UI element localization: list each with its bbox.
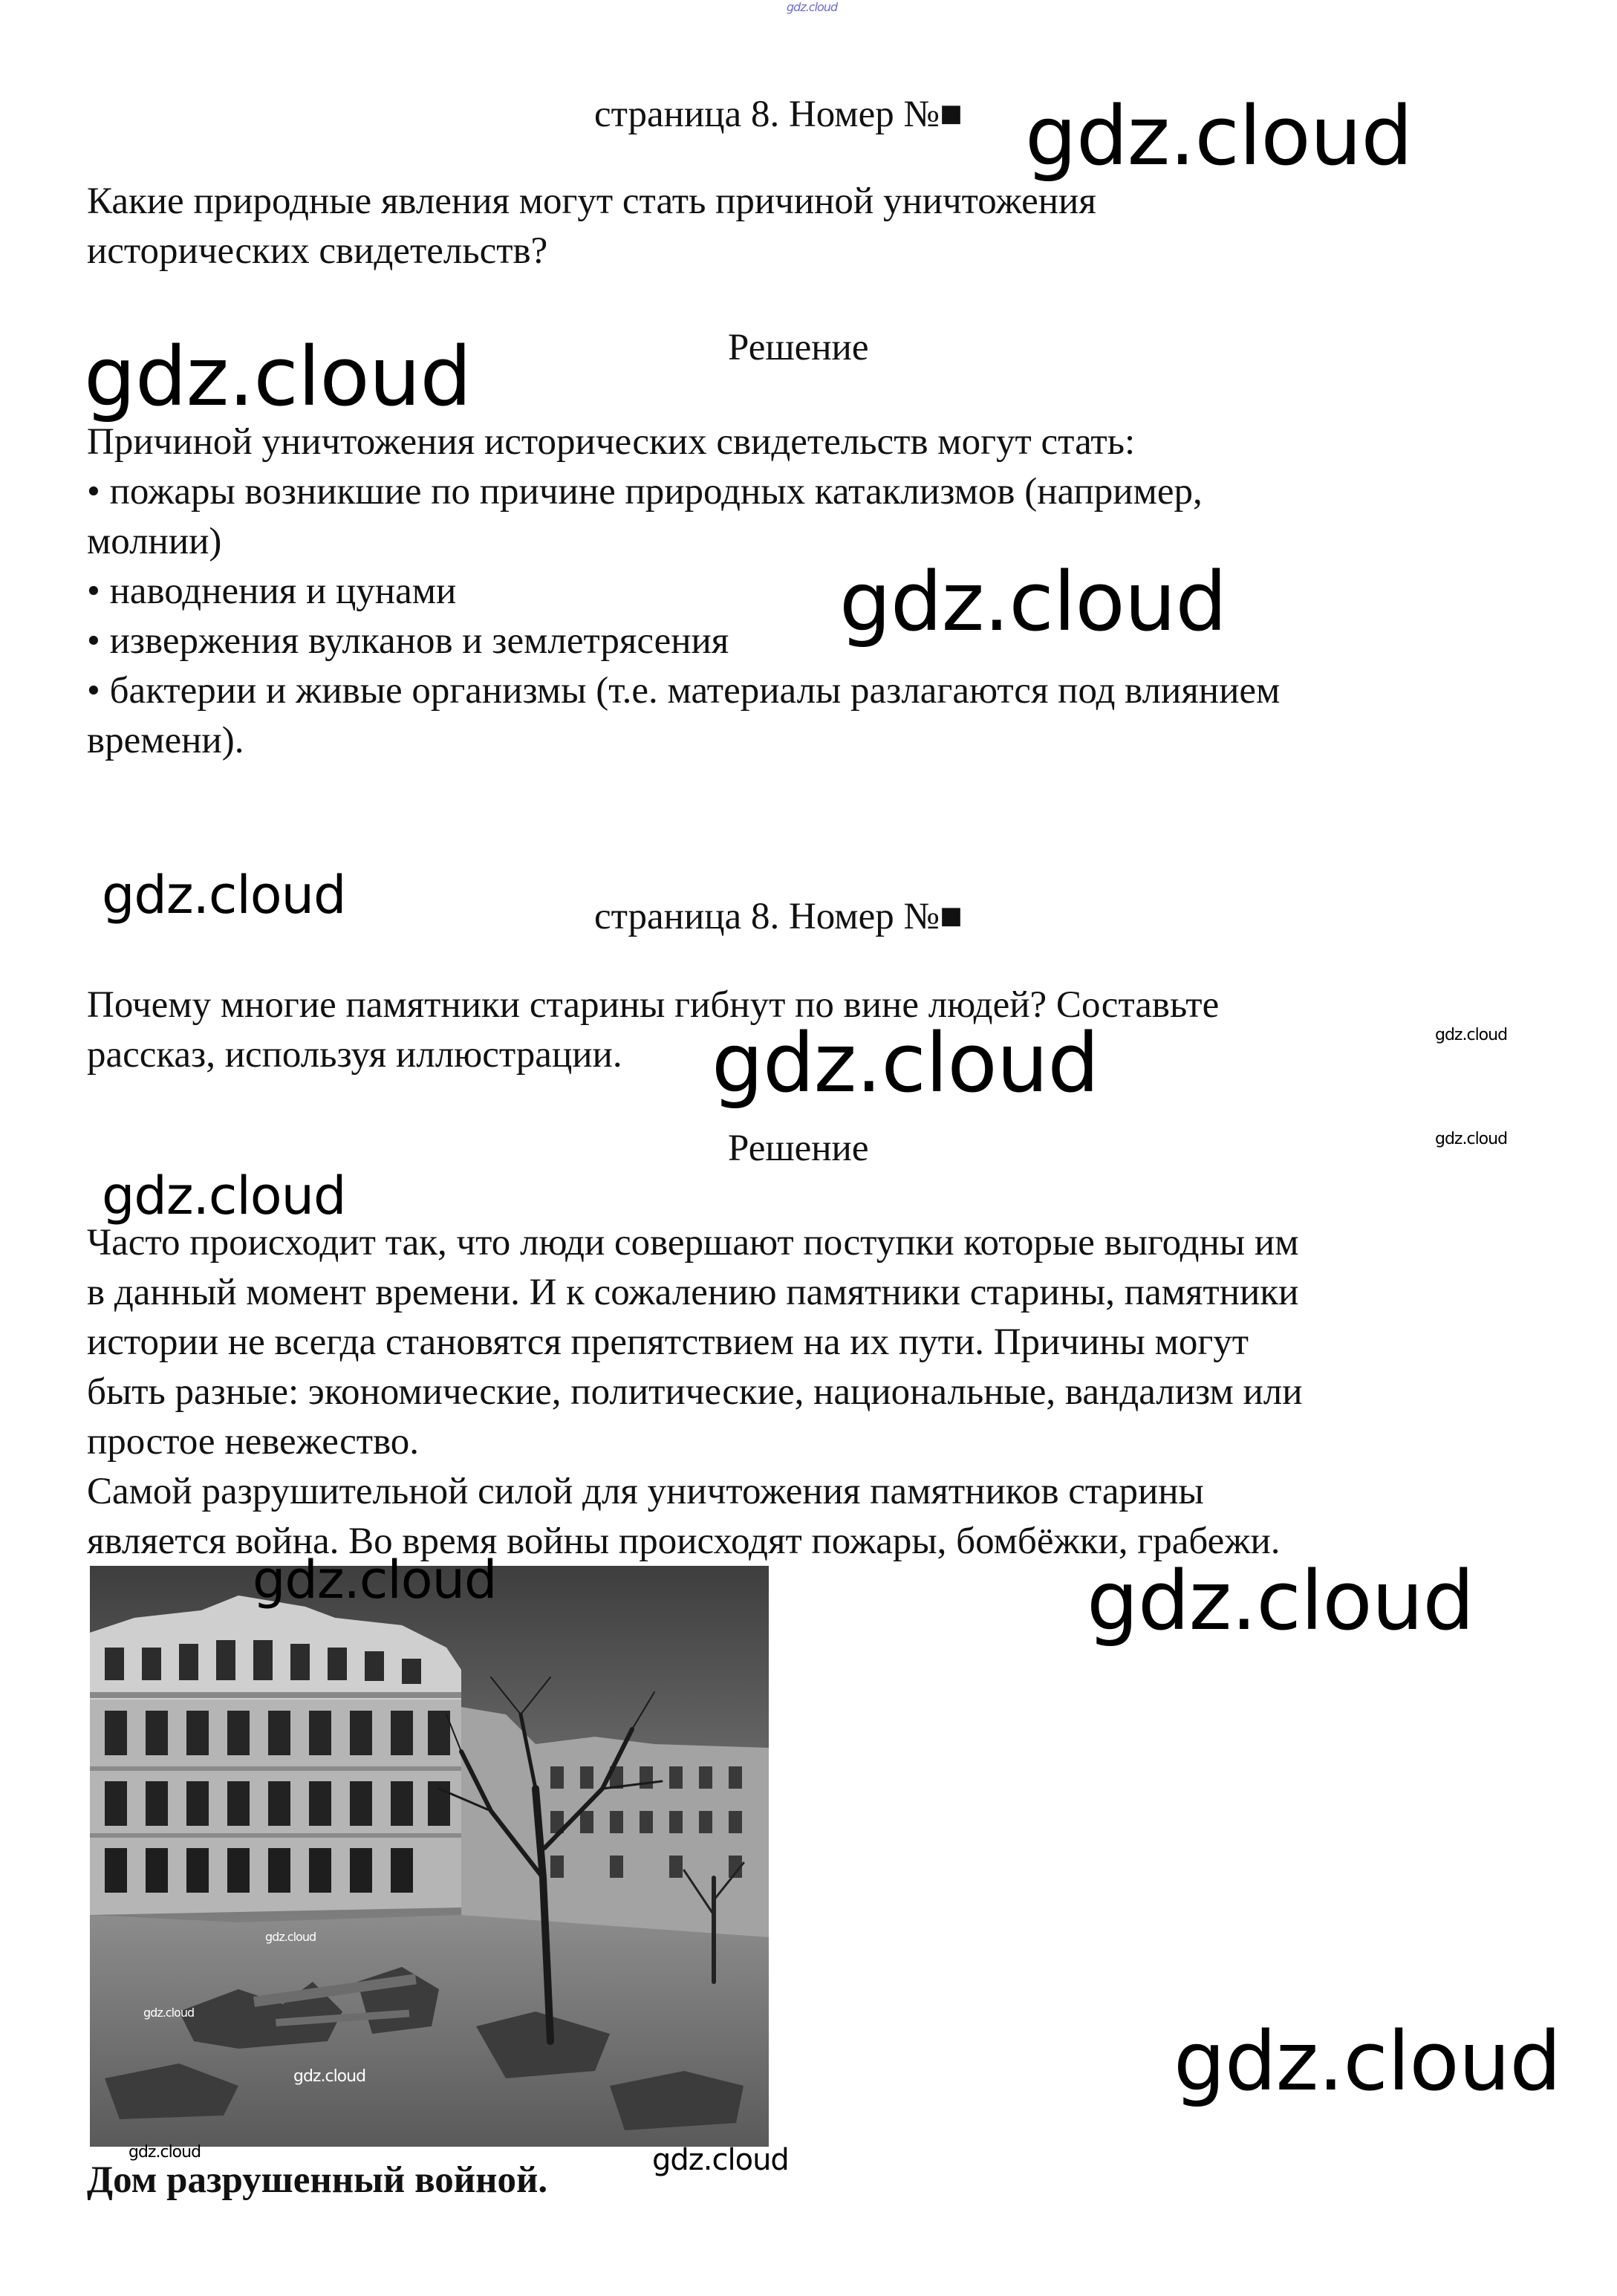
- answer-line: Причиной уничтожения исторических свидетельств могут стать:: [87, 421, 1136, 463]
- task1-answer: [87, 417, 1543, 766]
- answer-line: простое невежество.: [87, 1421, 420, 1463]
- question-line: Какие природные явления могут стать причиной уничтожения: [87, 181, 1096, 222]
- answer-line: • бактерии и живые организмы (т.е. материалы разлагаются под влиянием: [87, 670, 1281, 712]
- watermark: gdz.cloud: [712, 1015, 1099, 1110]
- answer-line: в данный момент времени. И к сожалению памятники старины, памятники: [87, 1272, 1299, 1313]
- task2-answer: [87, 1218, 1543, 1567]
- watermark: gdz.cloud: [839, 554, 1227, 649]
- watermark: gdz.cloud: [265, 1930, 316, 1944]
- question-line: исторических свидетельств?: [87, 230, 548, 272]
- task2-heading: страница 8. Номер №■: [594, 896, 963, 937]
- answer-line: молнии): [87, 521, 222, 562]
- answer-line: Самой разрушительной силой для уничтожения памятников старины: [87, 1471, 1204, 1512]
- ruined-building-photo: [90, 1566, 769, 2147]
- answer-line: истории не всегда становятся препятствием на их пути. Причины могут: [87, 1321, 1249, 1363]
- watermark: gdz.cloud: [1435, 1026, 1508, 1044]
- top-watermark: gdz.cloud: [787, 0, 838, 14]
- task1-heading: страница 8. Номер №■: [594, 94, 963, 135]
- watermark: gdz.cloud: [128, 2143, 201, 2162]
- watermark: gdz.cloud: [293, 2067, 366, 2086]
- answer-line: • пожары возникшие по причине природных катаклизмов (например,: [87, 471, 1203, 513]
- answer-line: • наводнения и цунами: [87, 570, 457, 612]
- watermark: gdz.cloud: [1174, 2014, 1561, 2109]
- photo-caption: Дом разрушенный войной.: [87, 2159, 548, 2201]
- answer-line: является война. Во время войны происходят пожары, бомбёжки, грабежи.: [87, 1521, 1281, 1562]
- watermark: gdz.cloud: [253, 1549, 497, 1610]
- task2-solution-label: Решение: [728, 1128, 869, 1169]
- watermark: gdz.cloud: [102, 865, 346, 926]
- answer-line: быть разные: экономические, политические, национальные, вандализм или: [87, 1371, 1303, 1413]
- watermark: gdz.cloud: [143, 2006, 195, 2020]
- answer-line: Часто происходит так, что люди совершают поступки которые выгодны им: [87, 1222, 1299, 1264]
- watermark: gdz.cloud: [84, 329, 472, 424]
- question-line: Почему многие памятники старины гибнут по вине людей? Составьте: [87, 984, 1220, 1026]
- watermark: gdz.cloud: [652, 2143, 789, 2177]
- task1-question: [87, 177, 1543, 276]
- watermark: gdz.cloud: [1087, 1553, 1474, 1648]
- watermark: gdz.cloud: [1435, 1130, 1508, 1148]
- watermark: gdz.cloud: [102, 1165, 346, 1226]
- watermark: gdz.cloud: [1025, 88, 1413, 183]
- answer-line: • извержения вулканов и землетрясения: [87, 620, 729, 662]
- question-line: рассказ, используя иллюстрации.: [87, 1034, 622, 1076]
- ruined-building-illustration: [90, 1566, 769, 2147]
- answer-line: времени).: [87, 720, 244, 761]
- task1-solution-label: Решение: [728, 327, 869, 368]
